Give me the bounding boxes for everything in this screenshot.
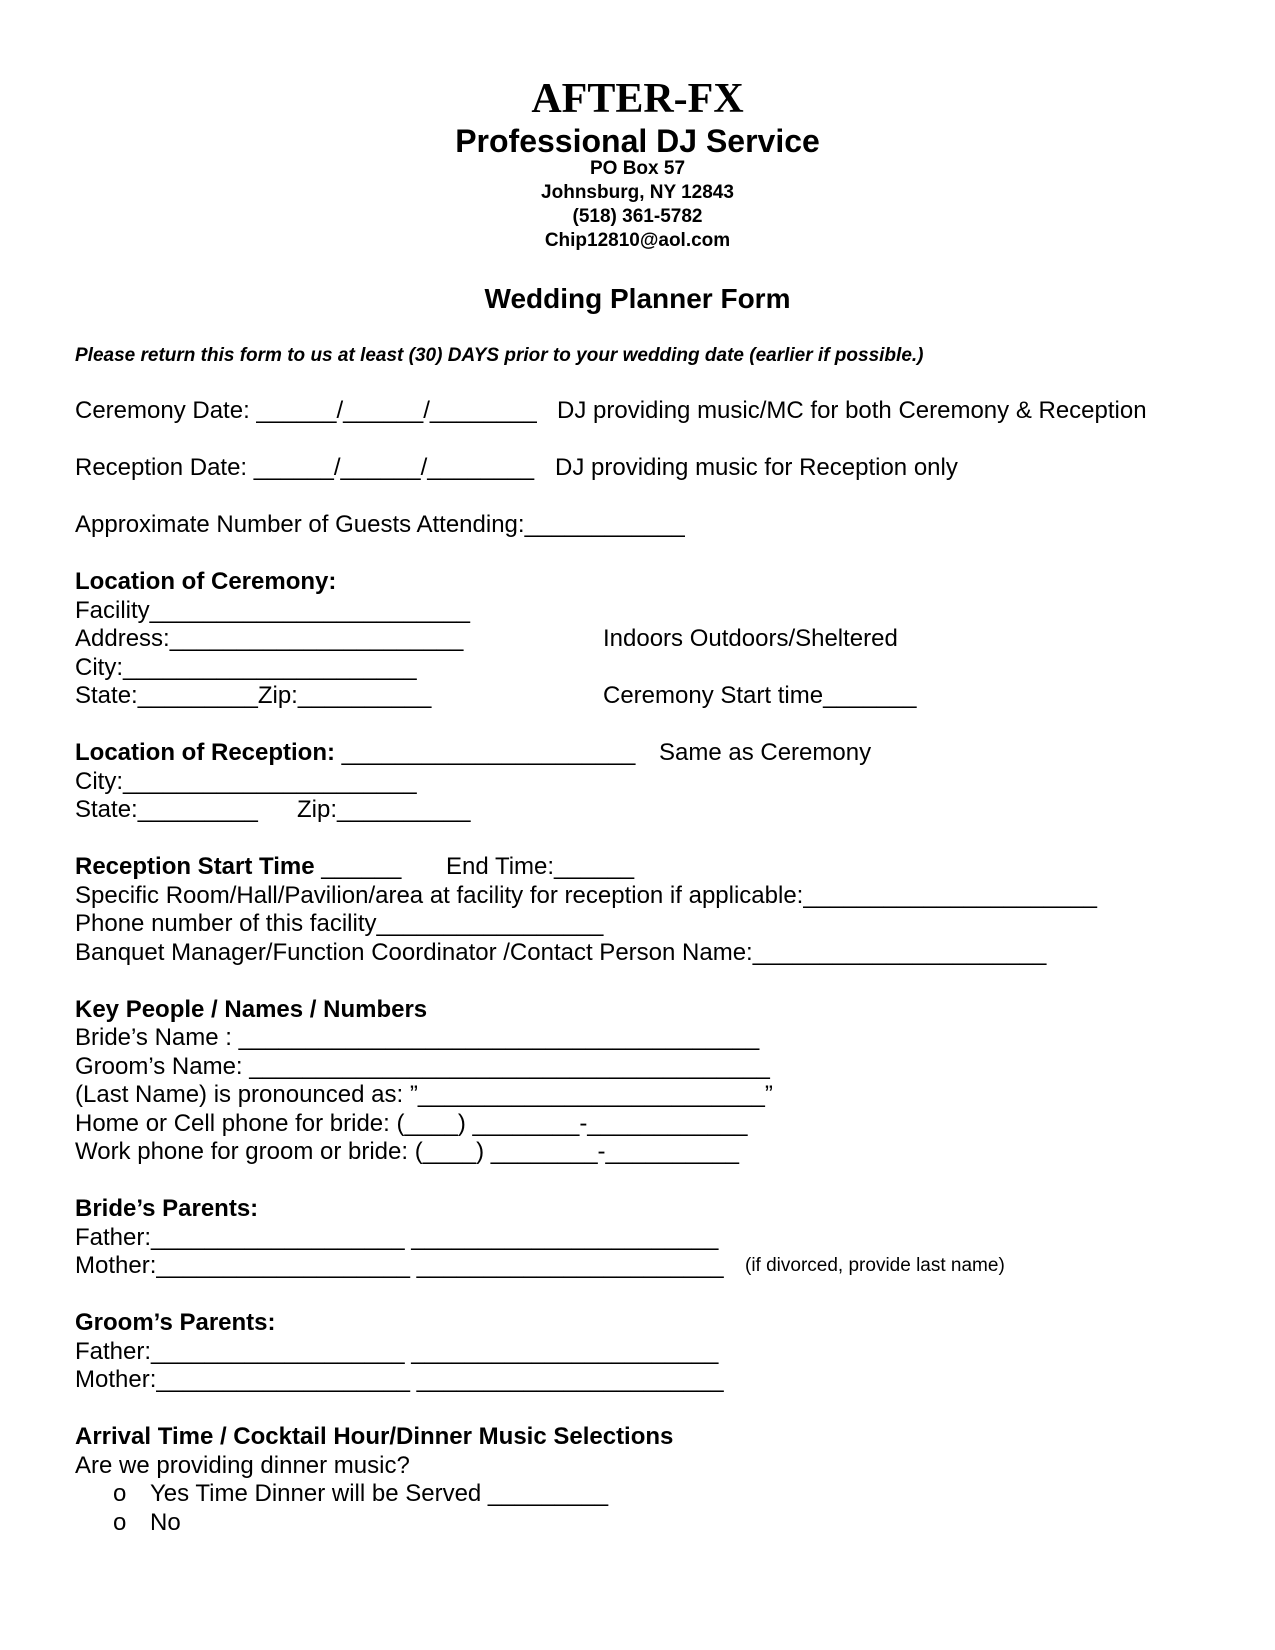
key-people-heading: Key People / Names / Numbers (75, 996, 428, 1023)
bride-father-field[interactable]: Father:___________________ _______________________ (75, 1224, 719, 1251)
same-as-ceremony-option[interactable]: Same as Ceremony (659, 739, 872, 766)
reception-state-field[interactable]: State:_________ (75, 796, 258, 823)
yes-option[interactable]: Yes Time Dinner will be Served _________ (150, 1480, 609, 1507)
divorced-note: (if divorced, provide last name) (745, 1255, 1005, 1276)
dinner-heading: Arrival Time / Cocktail Hour/Dinner Music Selections (75, 1423, 674, 1450)
groom-name-field[interactable]: Groom’s Name: _______________________________________ (75, 1053, 770, 1080)
specific-room-field[interactable]: Specific Room/Hall/Pavilion/area at facility for reception if applicable:______________________ (75, 882, 1097, 909)
reception-location-line (75, 739, 635, 767)
facility-phone-field[interactable]: Phone number of this facility_________________ (75, 910, 604, 937)
bride-mother-field[interactable]: Mother:___________________ _______________________ (75, 1252, 724, 1279)
ceremony-facility-field[interactable]: Facility________________________ (75, 597, 471, 624)
form-title: Wedding Planner Form (484, 283, 791, 314)
brides-parents-heading: Bride’s Parents: (75, 1195, 259, 1222)
reception-date-field[interactable]: Reception Date: ______/______/________ (75, 454, 535, 481)
instructions: Please return this form to us at least (30) DAYS prior to your wedding date (earlier if possible.) (75, 345, 924, 366)
ceremony-start-time-field[interactable]: Ceremony Start time_______ (603, 682, 917, 709)
groom-mother-field[interactable]: Mother:___________________ _______________________ (75, 1366, 724, 1393)
phone-number: (518) 361-5782 (572, 206, 703, 227)
reception-city-field[interactable]: City:______________________ (75, 768, 417, 795)
ceremony-option[interactable]: DJ providing music/MC for both Ceremony & Reception (557, 397, 1147, 424)
reception-zip-field[interactable]: Zip:__________ (297, 796, 471, 823)
bride-name-field[interactable]: Bride’s Name : _______________________________________ (75, 1024, 760, 1051)
reception-option[interactable]: DJ providing music for Reception only (555, 454, 958, 481)
ceremony-city-field[interactable]: City:______________________ (75, 654, 417, 681)
company-service: Professional DJ Service (455, 123, 820, 159)
reception-start-field[interactable]: ______ (314, 853, 402, 880)
no-bullet-icon[interactable]: o (113, 1509, 127, 1536)
ceremony-date-field[interactable]: Ceremony Date: ______/______/________ (75, 397, 537, 424)
dinner-question: Are we providing dinner music? (75, 1452, 410, 1479)
ceremony-location-heading: Location of Ceremony: (75, 568, 337, 595)
grooms-parents-heading: Groom’s Parents: (75, 1309, 276, 1336)
city-state: Johnsburg, NY 12843 (541, 182, 734, 203)
reception-start-label: Reception Start Time (75, 853, 315, 880)
guests-field[interactable]: Approximate Number of Guests Attending:____________ (75, 511, 685, 538)
ceremony-indoors-option[interactable]: Indoors Outdoors/Sheltered (603, 625, 898, 652)
contact-person-field[interactable]: Banquet Manager/Function Coordinator /Contact Person Name:______________________ (75, 939, 1047, 966)
reception-start-line (75, 853, 401, 881)
ceremony-state-zip-field[interactable]: State:_________Zip:__________ (75, 682, 432, 709)
po-box: PO Box 57 (589, 158, 686, 179)
no-option[interactable]: No (150, 1509, 181, 1536)
ceremony-address-field[interactable]: Address:______________________ (75, 625, 464, 652)
end-time-field[interactable]: End Time:______ (446, 853, 635, 880)
groom-father-field[interactable]: Father:___________________ _______________________ (75, 1338, 719, 1365)
work-phone-field[interactable]: Work phone for groom or bride: (____) ________-__________ (75, 1138, 740, 1165)
pronunciation-field[interactable]: (Last Name) is pronounced as: ”__________________________” (75, 1081, 773, 1108)
yes-bullet-icon[interactable]: o (113, 1480, 127, 1507)
reception-location-field[interactable]: ______________________ (335, 739, 636, 766)
reception-location-heading: Location of Reception: (75, 739, 335, 766)
company-name: AFTER-FX (531, 76, 744, 122)
bride-phone-field[interactable]: Home or Cell phone for bride: (____) ________-____________ (75, 1110, 748, 1137)
email-address: Chip12810@aol.com (544, 230, 731, 251)
